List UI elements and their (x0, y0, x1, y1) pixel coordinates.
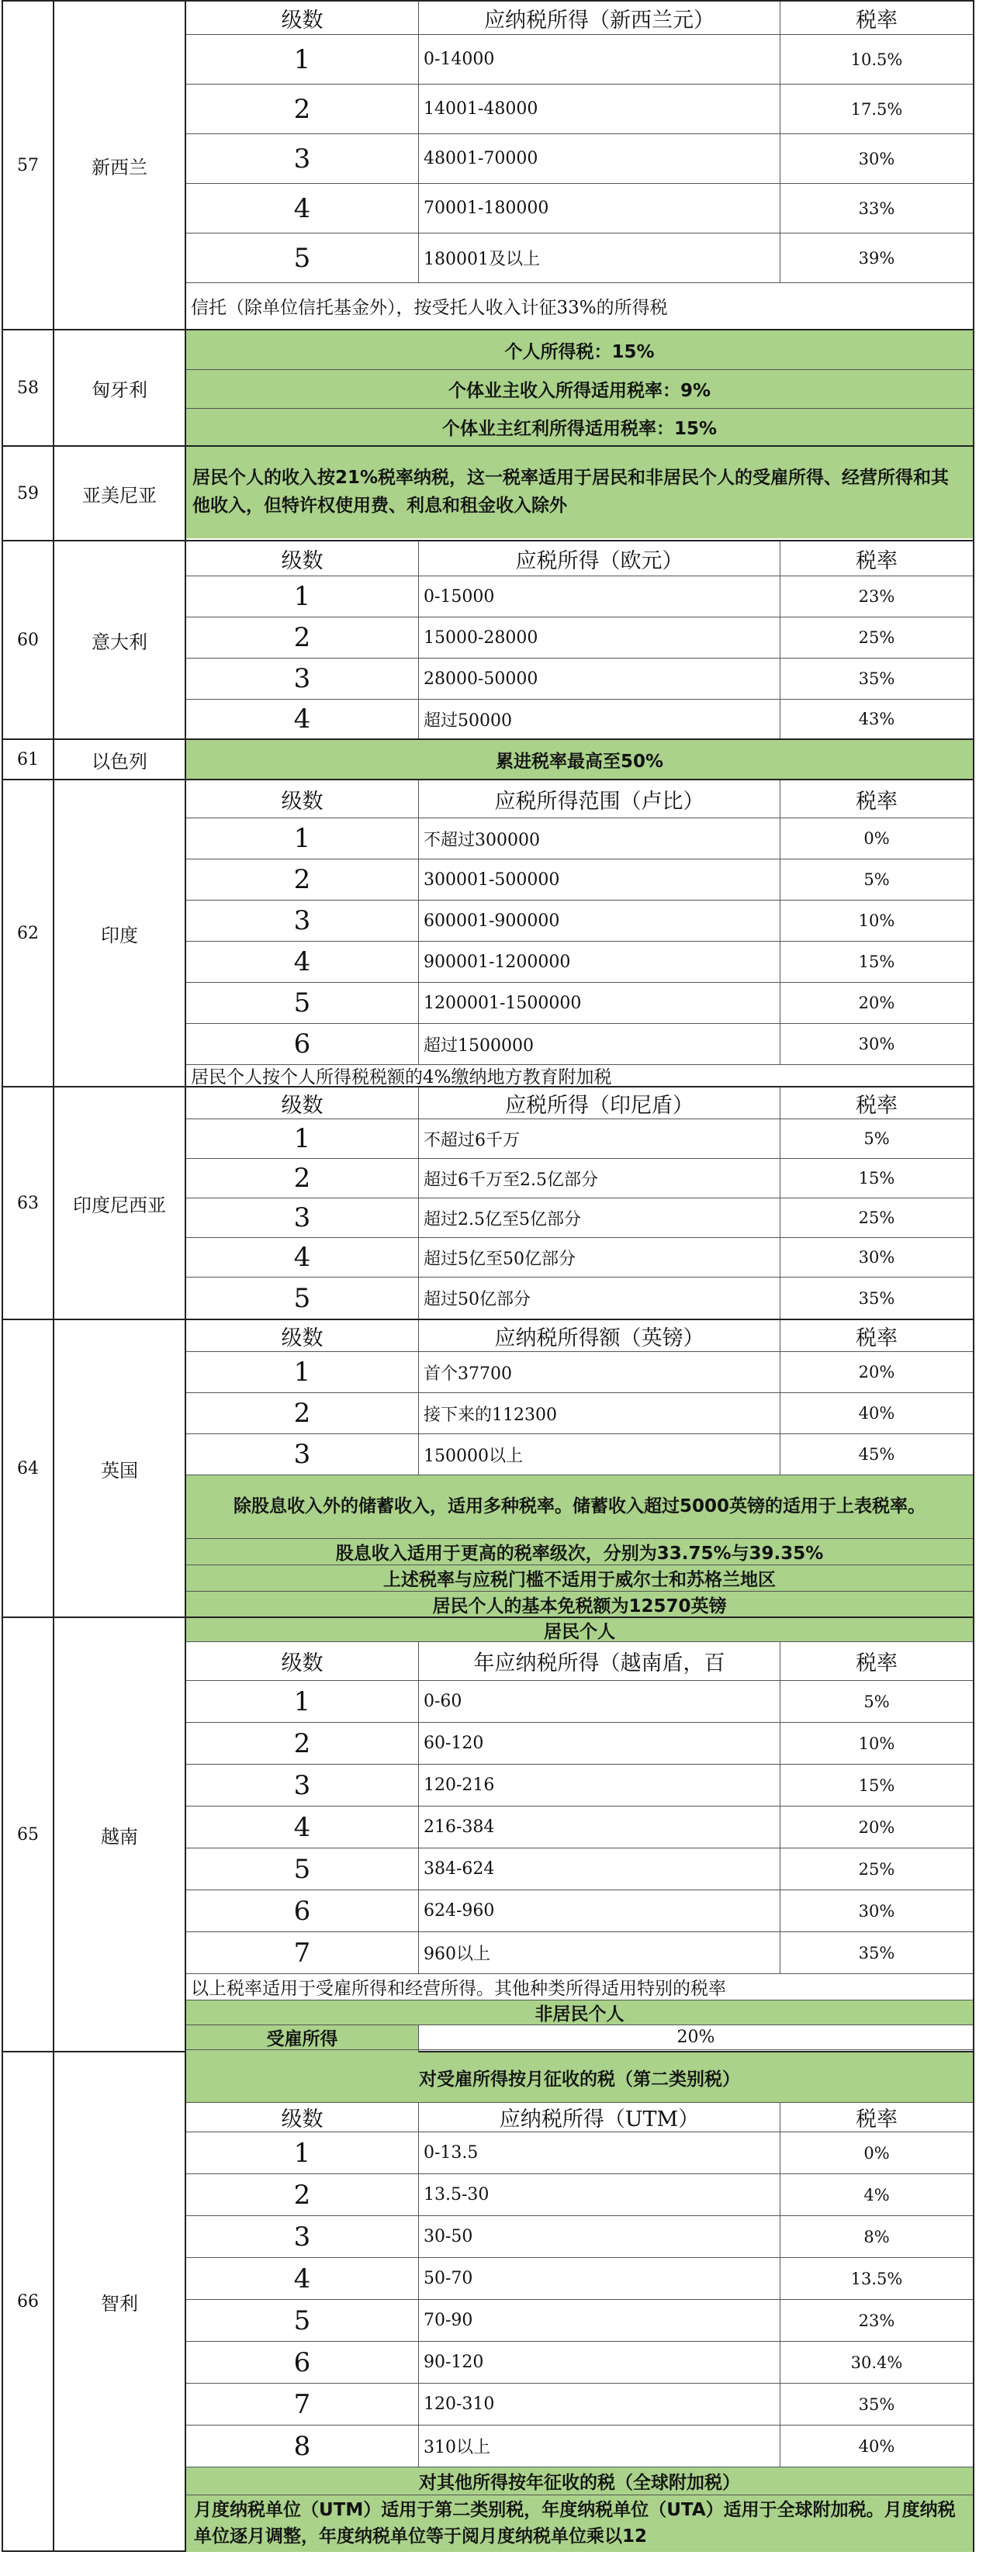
country-row-60 (2, 540, 974, 738)
country-row-58 (2, 329, 974, 445)
bracket-level: 1 (186, 2132, 419, 2173)
header-level: 级数 (186, 1087, 419, 1119)
bracket-level: 2 (186, 617, 419, 658)
row-number: 62 (2, 780, 54, 1086)
bracket-level: 7 (186, 1932, 419, 1973)
country-name: 越南 (54, 1618, 186, 2051)
bracket-row (186, 982, 973, 1023)
bracket-rate: 20% (858, 994, 895, 1012)
bracket-range: 0-14000 (419, 35, 780, 84)
header-range: 应纳税所得（UTM） (419, 2103, 780, 2132)
bracket-row (186, 1722, 973, 1764)
note: 以上税率适用于受雇所得和经营所得。其他种类所得适用特别的税率 (186, 1973, 973, 2000)
bracket-row (186, 1392, 973, 1433)
bracket-rate: 35% (858, 1943, 895, 1962)
bracket-row (186, 1764, 973, 1806)
bracket-range: 30-50 (419, 2216, 780, 2257)
bracket-row (186, 941, 973, 982)
section-title: 居民个人 (186, 1618, 973, 1641)
bracket-rate: 23% (858, 2311, 895, 2330)
bracket-range: 600001-900000 (419, 901, 780, 941)
bracket-row (186, 576, 973, 617)
bracket-range: 28000-50000 (419, 659, 780, 699)
bracket-level: 1 (186, 1352, 419, 1392)
bracket-row (186, 233, 973, 282)
header-range: 应纳税所得（新西兰元） (419, 2, 780, 34)
bracket-range: 超过50000 (419, 700, 780, 738)
bracket-row (186, 2132, 973, 2173)
note: 信托（除单位信托基金外），按受托人收入计征33%的所得税 (186, 282, 973, 329)
bracket-rate: 5% (863, 870, 890, 889)
bracket-range: 70001-180000 (419, 184, 780, 233)
bracket-row (186, 2173, 973, 2215)
bracket-range: 180001及以上 (419, 233, 780, 282)
bracket-row (186, 1433, 973, 1475)
bracket-rate: 25% (858, 1859, 895, 1879)
country-row-62 (2, 779, 974, 1086)
bracket-rate: 17.5% (850, 99, 903, 119)
bracket-rate: 40% (858, 1404, 895, 1423)
bracket-rate: 0% (863, 829, 890, 848)
bracket-row (186, 1237, 973, 1277)
bracket-header (186, 1641, 973, 1680)
bracket-row (186, 2299, 973, 2341)
rate-line: 个人所得税：15% (186, 330, 973, 369)
bracket-range: 接下来的112300 (419, 1393, 780, 1433)
bracket-row (186, 1931, 973, 1973)
bracket-header (186, 2102, 973, 2132)
row-number: 64 (2, 1320, 54, 1616)
bracket-range: 90-120 (419, 2342, 780, 2383)
country-row-64 (2, 1319, 974, 1616)
bracket-row (186, 617, 973, 658)
bracket-row (186, 1890, 973, 1931)
bracket-rate: 35% (858, 669, 895, 688)
bracket-range: 超过1500000 (419, 1024, 780, 1064)
bracket-rate: 15% (858, 953, 895, 971)
bracket-level: 2 (186, 85, 419, 133)
header-range: 应税所得（欧元） (419, 541, 780, 576)
country-row-66 (2, 2051, 974, 2552)
bracket-rate: 10% (858, 911, 895, 930)
bracket-range: 0-15000 (419, 576, 780, 617)
uk-note: 上述税率与应税门槛不适用于威尔士和苏格兰地区 (186, 1565, 973, 1591)
bracket-level: 4 (186, 2258, 419, 2299)
header-range: 应纳税所得额（英镑） (419, 1320, 780, 1351)
bracket-level: 6 (186, 1024, 419, 1064)
bracket-row (186, 1023, 973, 1064)
country-row-65 (2, 1616, 974, 2051)
bracket-row (186, 183, 973, 233)
row-number: 61 (2, 740, 54, 779)
bracket-row (186, 900, 973, 941)
header-rate: 税率 (856, 1093, 898, 1118)
bracket-range: 15000-28000 (419, 617, 780, 658)
bracket-rate: 20% (858, 1817, 895, 1837)
bracket-range: 超过2.5亿至5亿部分 (419, 1198, 780, 1237)
country-row-63 (2, 1086, 974, 1319)
bracket-header (186, 1087, 973, 1119)
bracket-level: 2 (186, 859, 419, 900)
country-name: 印度尼西亚 (54, 1087, 186, 1319)
bracket-row (186, 2215, 973, 2257)
country-name: 亚美尼亚 (54, 447, 186, 540)
nonresident-label: 受雇所得 (186, 2025, 419, 2049)
bracket-level: 3 (186, 1198, 419, 1237)
bracket-row (186, 699, 973, 738)
bracket-level: 5 (186, 1848, 419, 1890)
bracket-range: 超过50亿部分 (419, 1278, 780, 1319)
header-rate: 税率 (856, 8, 898, 33)
country-name: 智利 (54, 2052, 186, 2550)
bracket-range: 超过5亿至50亿部分 (419, 1238, 780, 1277)
bracket-level: 5 (186, 233, 419, 282)
nonresident-title: 非居民个人 (186, 2000, 973, 2024)
bracket-rate: 30% (858, 1035, 895, 1053)
bracket-rate: 4% (863, 2185, 890, 2204)
bracket-level: 1 (186, 1681, 419, 1722)
bracket-range: 300001-500000 (419, 859, 780, 900)
bracket-range: 70-90 (419, 2300, 780, 2341)
bracket-header (186, 1320, 973, 1351)
bracket-rate: 8% (863, 2227, 890, 2246)
bracket-rate: 35% (858, 2394, 895, 2414)
country-name: 英国 (54, 1320, 186, 1616)
bracket-range: 0-60 (419, 1681, 780, 1722)
bracket-rate: 30.4% (850, 2353, 903, 2372)
header-range: 应税所得（印尼盾） (419, 1087, 780, 1119)
bracket-level: 5 (186, 983, 419, 1023)
bracket-rate: 5% (863, 1129, 890, 1148)
bracket-range: 120-310 (419, 2384, 780, 2425)
header-rate: 税率 (856, 2107, 898, 2132)
footer-title: 对其他所得按年征收的税（全球附加税） (186, 2467, 973, 2495)
bracket-level: 3 (186, 1765, 419, 1806)
bracket-level: 3 (186, 1434, 419, 1475)
bracket-range: 超过6千万至2.5亿部分 (419, 1159, 780, 1198)
bracket-rate: 33% (858, 199, 895, 218)
header-rate: 税率 (856, 789, 898, 814)
bracket-row (186, 1848, 973, 1890)
country-row-57 (2, 0, 974, 329)
bracket-range: 310以上 (419, 2426, 780, 2467)
bracket-level: 1 (186, 576, 419, 617)
bracket-rate: 35% (858, 1288, 895, 1308)
rate-description: 累进税率最高至50% (186, 740, 973, 779)
bracket-level: 2 (186, 1393, 419, 1433)
row-number: 59 (2, 447, 54, 540)
header-level: 级数 (186, 1642, 419, 1680)
bracket-row (186, 859, 973, 900)
footer-text: 月度纳税单位（UTM）适用于第二类别税，年度纳税单位（UTA）适用于全球附加税。月度纳税单位逐月调整，年度纳税单位等于阅月度纳税单位乘以12 (186, 2495, 973, 2552)
bracket-rate: 30% (858, 1248, 895, 1267)
bracket-level: 3 (186, 901, 419, 941)
bracket-range: 384-624 (419, 1848, 780, 1890)
bracket-range: 0-13.5 (419, 2132, 780, 2173)
header-rate: 税率 (856, 548, 898, 573)
tax-rate-table (2, 0, 974, 2552)
rate-description: 居民个人的收入按21%税率纳税，这一税率适用于居民和非居民个人的受雇所得、经营所得和其他收入，但特许权使用费、利息和租金收入除外 (186, 447, 973, 538)
bracket-level: 3 (186, 2216, 419, 2257)
bracket-range: 首个37700 (419, 1352, 780, 1392)
bracket-header (186, 2, 973, 34)
bracket-range: 14001-48000 (419, 85, 780, 133)
bracket-rate: 25% (858, 628, 895, 647)
country-name: 意大利 (54, 541, 186, 738)
bracket-rate: 10% (858, 1734, 895, 1753)
country-name: 匈牙利 (54, 330, 186, 445)
bracket-rate: 13.5% (850, 2269, 903, 2288)
bracket-row (186, 2257, 973, 2299)
bracket-row (186, 2341, 973, 2383)
bracket-range: 150000以上 (419, 1434, 780, 1475)
header-rate: 税率 (856, 1326, 898, 1350)
bracket-header (186, 780, 973, 818)
bracket-level: 3 (186, 134, 419, 183)
bracket-level: 4 (186, 700, 419, 738)
bracket-row (186, 34, 973, 84)
bracket-rate: 23% (858, 587, 895, 606)
row-number: 58 (2, 330, 54, 445)
bracket-row (186, 1158, 973, 1198)
bracket-level: 4 (186, 184, 419, 233)
country-name: 印度 (54, 780, 186, 1086)
country-row-59 (2, 445, 974, 540)
country-name: 新西兰 (54, 2, 186, 329)
header-rate: 税率 (856, 1651, 898, 1675)
bracket-level: 5 (186, 2300, 419, 2341)
country-row-61 (2, 738, 974, 779)
rate-line: 个体业主收入所得适用税率：9% (186, 369, 973, 408)
header-level: 级数 (186, 780, 419, 818)
bracket-row (186, 2425, 973, 2467)
bracket-level: 4 (186, 1807, 419, 1848)
bracket-level: 1 (186, 1119, 419, 1158)
bracket-level: 7 (186, 2384, 419, 2425)
bracket-range: 60-120 (419, 1723, 780, 1764)
country-name: 以色列 (54, 740, 186, 779)
bracket-row (186, 1277, 973, 1319)
row-number: 66 (2, 2052, 54, 2550)
section-title: 对受雇所得按月征收的税（第二类别税） (186, 2052, 973, 2102)
bracket-row (186, 84, 973, 133)
bracket-rate: 43% (858, 710, 895, 728)
bracket-rate: 40% (858, 2436, 895, 2456)
bracket-row (186, 818, 973, 859)
bracket-level: 4 (186, 1238, 419, 1277)
bracket-range: 216-384 (419, 1807, 780, 1848)
bracket-row (186, 1680, 973, 1722)
bracket-rate: 15% (858, 1776, 895, 1795)
bracket-rate: 30% (858, 1901, 895, 1921)
rate-line: 个体业主红利所得适用税率：15% (186, 408, 973, 445)
bracket-rate: 39% (858, 248, 895, 268)
bracket-level: 6 (186, 1890, 419, 1931)
bracket-rate: 20% (858, 1363, 895, 1381)
bracket-rate: 25% (858, 1208, 895, 1227)
bracket-rate: 0% (863, 2143, 890, 2163)
uk-note: 除股息收入外的储蓄收入，适用多种税率。储蓄收入超过5000英镑的适用于上表税率。 (186, 1475, 973, 1538)
row-number: 60 (2, 541, 54, 738)
row-number: 65 (2, 1618, 54, 2051)
bracket-range: 48001-70000 (419, 134, 780, 183)
bracket-row (186, 1198, 973, 1237)
header-level: 级数 (186, 1320, 419, 1351)
bracket-rate: 10.5% (850, 50, 903, 69)
bracket-level: 4 (186, 942, 419, 982)
bracket-row (186, 1806, 973, 1848)
bracket-level: 8 (186, 2426, 419, 2467)
bracket-rate: 45% (858, 1445, 895, 1464)
header-level: 级数 (186, 541, 419, 576)
bracket-row (186, 2383, 973, 2425)
bracket-row (186, 1351, 973, 1392)
bracket-range: 900001-1200000 (419, 942, 780, 982)
bracket-level: 1 (186, 35, 419, 84)
bracket-range: 不超过6千万 (419, 1119, 780, 1158)
header-range: 年应纳税所得（越南盾，百 (419, 1642, 780, 1680)
header-level: 级数 (186, 2103, 419, 2132)
bracket-header (186, 541, 973, 576)
bracket-rate: 5% (863, 1692, 890, 1711)
bracket-level: 2 (186, 1159, 419, 1198)
bracket-range: 624-960 (419, 1890, 780, 1931)
bracket-row (186, 1119, 973, 1158)
bracket-level: 2 (186, 2174, 419, 2215)
bracket-level: 2 (186, 1723, 419, 1764)
bracket-level: 3 (186, 659, 419, 699)
row-number: 63 (2, 1087, 54, 1319)
bracket-row (186, 133, 973, 183)
uk-note: 股息收入适用于更高的税率级次，分别为33.75%与39.35% (186, 1538, 973, 1565)
bracket-rate: 15% (858, 1169, 895, 1188)
bracket-range: 120-216 (419, 1765, 780, 1806)
row-number: 57 (2, 2, 54, 329)
bracket-row (186, 658, 973, 699)
bracket-rate: 30% (858, 149, 895, 168)
bracket-level: 1 (186, 818, 419, 859)
header-range: 应税所得范围（卢比） (419, 780, 780, 818)
uk-note: 居民个人的基本免税额为12570英镑 (186, 1591, 973, 1616)
bracket-range: 不超过300000 (419, 818, 780, 859)
bracket-range: 50-70 (419, 2258, 780, 2299)
bracket-range: 1200001-1500000 (419, 983, 780, 1023)
nonresident-row (186, 2024, 973, 2049)
bracket-range: 960以上 (419, 1932, 780, 1973)
header-level: 级数 (186, 2, 419, 34)
bracket-level: 5 (186, 1278, 419, 1319)
nonresident-value: 20% (676, 2028, 715, 2047)
note: 居民个人按个人所得税税额的4%缴纳地方教育附加税 (186, 1064, 973, 1086)
bracket-range: 13.5-30 (419, 2174, 780, 2215)
bracket-level: 6 (186, 2342, 419, 2383)
